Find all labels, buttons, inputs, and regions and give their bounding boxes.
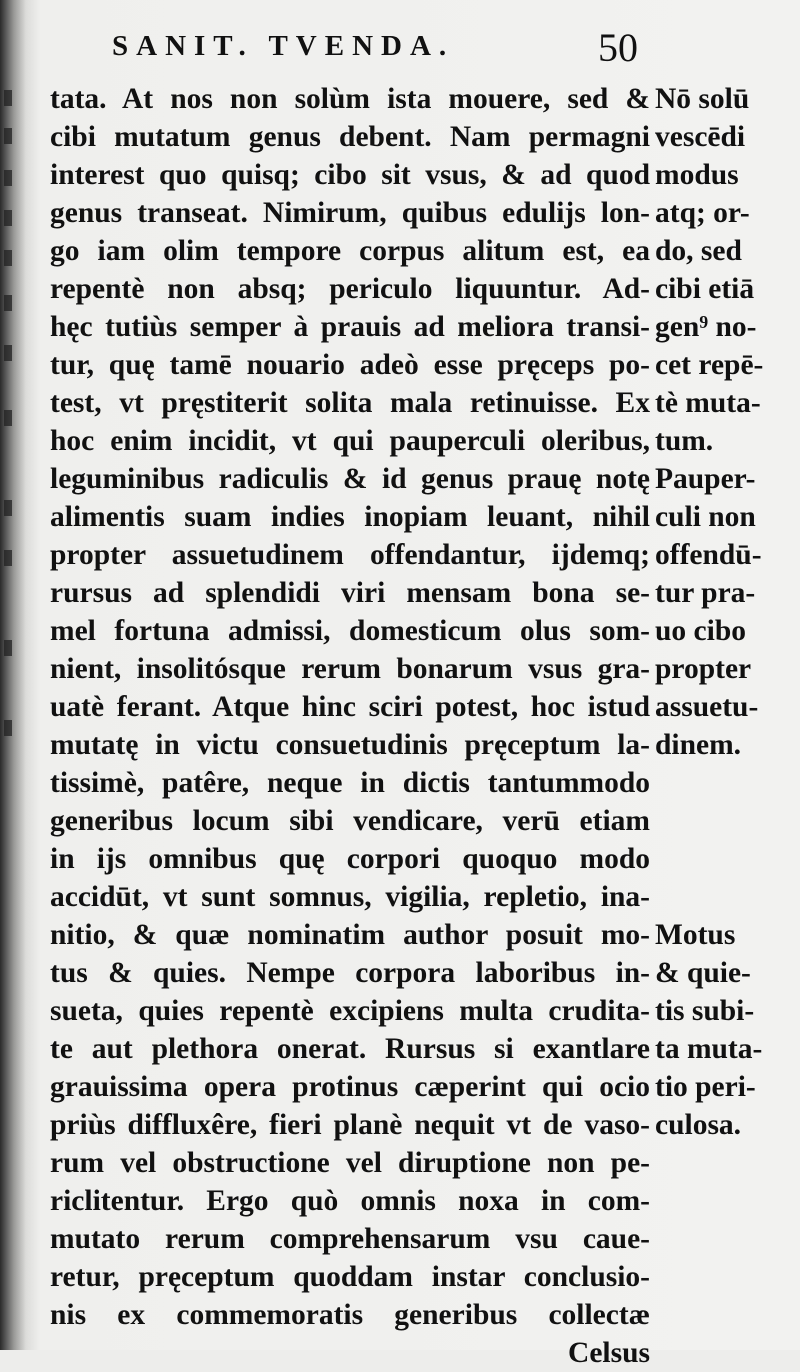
text-line: leguminibus radiculis & id genus prauę notę <box>50 463 650 495</box>
page-header <box>112 22 672 68</box>
text-line: rum vel obstructione vel diruptione non pe- <box>50 1147 650 1179</box>
margin-note-line: tè muta- <box>655 387 761 419</box>
text-line: riclitentur. Ergo quò omnis noxa in com- <box>50 1185 650 1217</box>
text-line: sueta, quies repentè excipiens multa crudita- <box>50 995 650 1027</box>
text-line: genus transeat. Nimirum, quibus edulijs lon- <box>50 197 650 229</box>
text-line: mutatę in victu consuetudinis pręceptum la- <box>50 729 650 761</box>
text-line: tur, quę tamē nouario adeò esse pręceps po- <box>50 349 650 381</box>
margin-note-line: offendū- <box>655 539 762 571</box>
text-line: hęc tutiùs semper à prauis ad meliora transi- <box>50 311 650 343</box>
margin-note-line: Nō solū <box>655 83 750 115</box>
margin-note-line: do, sed <box>655 235 742 267</box>
text-line: tata. At nos non solùm ista mouere, sed & <box>50 83 650 115</box>
margin-note-line: assuetu- <box>655 691 759 723</box>
text-line: mutato rerum comprehensarum vsu caue- <box>50 1223 650 1255</box>
text-line: rursus ad splendidi viri mensam bona se- <box>50 577 650 609</box>
margin-note-line: dinem. <box>655 729 742 761</box>
text-line: cibi mutatum genus debent. Nam permagni <box>50 121 650 153</box>
margin-note-line: culi non <box>655 501 756 533</box>
text-line: go iam olim tempore corpus alitum est, ea <box>50 235 650 267</box>
text-line: uatè ferant. Atque hinc sciri potest, hoc istud <box>50 691 650 723</box>
margin-note-line: ta muta- <box>655 1033 763 1065</box>
margin-note-line: culosa. <box>655 1109 742 1141</box>
margin-note-line: tum. <box>655 425 714 457</box>
margin-note-line: cet repē- <box>655 349 764 381</box>
text-line: repentè non absq; periculo liquuntur. Ad- <box>50 273 650 305</box>
text-line: accidūt, vt sunt somnus, vigilia, repletio, ina- <box>50 881 650 913</box>
margin-note-line: uo cibo <box>655 615 746 647</box>
text-line: priùs diffluxêre, fieri planè nequit vt de vaso- <box>50 1109 650 1141</box>
margin-note-line: propter <box>655 653 752 685</box>
text-line: retur, pręceptum quoddam instar conclusio- <box>50 1261 650 1293</box>
text-line: alimentis suam indies inopiam leuant, nihil <box>50 501 650 533</box>
margin-note-line: tio peri- <box>655 1071 756 1103</box>
text-line: grauissima opera protinus cæperint qui ocio <box>50 1071 650 1103</box>
running-head: SANIT. TVENDA. <box>112 30 455 62</box>
margin-note-2 <box>655 460 795 764</box>
margin-note-line: cibi etiā <box>655 273 755 305</box>
text-line: test, vt pręstiterit solita mala retinuisse. Ex <box>50 387 650 419</box>
text-line: nitio, & quæ nominatim author posuit mo- <box>50 919 650 951</box>
margin-note-3 <box>655 916 795 1144</box>
page-number: 50 <box>598 25 638 70</box>
margin-note-line: vescēdi <box>655 121 746 153</box>
margin-note-line: & quie- <box>655 957 751 989</box>
margin-note-line: modus <box>655 159 739 191</box>
text-line: te aut plethora onerat. Rursus si exantlare <box>50 1033 650 1065</box>
margin-note-line: Motus <box>655 919 736 951</box>
text-line: tus & quies. Nempe corpora laboribus in- <box>50 957 650 989</box>
margin-note-1 <box>655 80 795 460</box>
text-line: hoc enim incidit, vt qui pauperculi oleribus, <box>50 425 650 457</box>
text-line: propter assuetudinem offendantur, ijdemq; <box>50 539 650 571</box>
text-line: tissimè, patêre, neque in dictis tantummodo <box>50 767 650 799</box>
text-line: mel fortuna admissi, domesticum olus som- <box>50 615 650 647</box>
margin-note-line: gen⁹ no- <box>655 311 757 343</box>
text-line: nient, insolitósque rerum bonarum vsus gra- <box>50 653 650 685</box>
margin-note-line: tur pra- <box>655 577 756 609</box>
margin-note-line: tis subi- <box>655 995 755 1027</box>
catchword: Celsus <box>568 1337 650 1369</box>
text-line: in ijs omnibus quę corpori quoquo modo <box>50 843 650 875</box>
margin-note-line: atq; or- <box>655 197 750 229</box>
text-line: generibus locum sibi vendicare, verū etiam <box>50 805 650 837</box>
facing-page-bleed <box>2 80 18 1180</box>
main-text-block <box>50 80 650 1372</box>
text-line: interest quo quisq; cibo sit vsus, & ad quod <box>50 159 650 191</box>
text-line: nis ex commemoratis generibus collectæ <box>50 1299 650 1331</box>
margin-note-line: Pauper- <box>655 463 756 495</box>
